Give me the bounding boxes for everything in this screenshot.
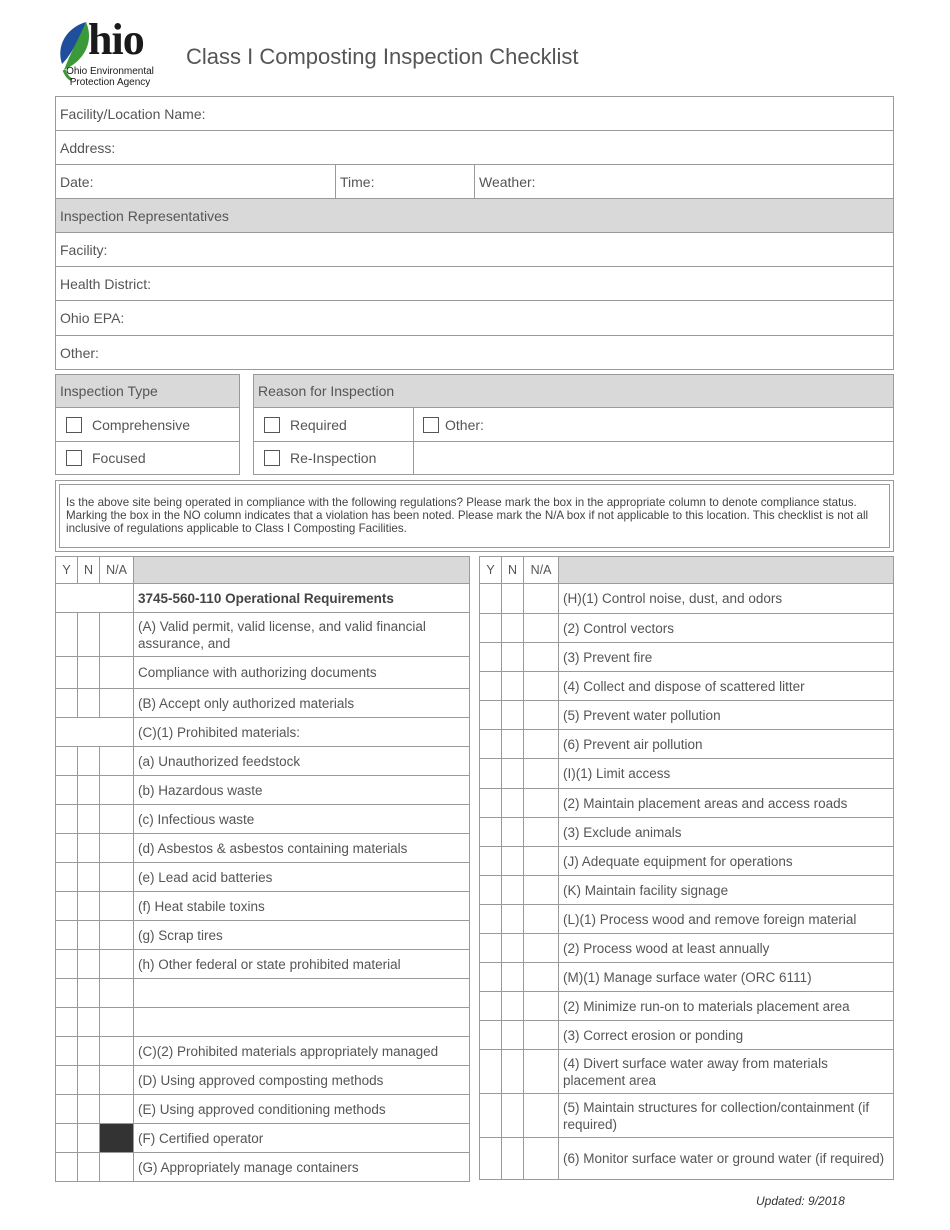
address-field[interactable] xyxy=(55,130,894,165)
item-label: (J) Adequate equipment for operations xyxy=(559,847,894,876)
table-row xyxy=(480,992,894,1021)
n-checkbox-cell[interactable] xyxy=(78,1008,100,1037)
n-checkbox-cell[interactable] xyxy=(502,992,524,1021)
na-checkbox-cell[interactable] xyxy=(524,1050,559,1094)
y-checkbox-cell[interactable] xyxy=(480,1138,502,1180)
item-label: (5) Prevent water pollution xyxy=(559,701,894,730)
na-checkbox-cell[interactable] xyxy=(100,805,134,834)
item-label: Compliance with authorizing documents xyxy=(134,657,470,689)
table-row xyxy=(480,759,894,789)
na-checkbox-cell[interactable] xyxy=(524,963,559,992)
table-row xyxy=(480,818,894,847)
item-label: (a) Unauthorized feedstock xyxy=(134,747,470,776)
time-label: Time: xyxy=(340,173,375,190)
facility-name-field[interactable] xyxy=(55,96,894,131)
updated-date: Updated: 9/2018 xyxy=(756,1194,845,1208)
table-row xyxy=(480,730,894,759)
item-label: (G) Appropriately manage containers xyxy=(134,1153,470,1182)
na-checkbox-cell[interactable] xyxy=(524,643,559,672)
table-row xyxy=(56,1124,470,1153)
blank-item-cell[interactable] xyxy=(134,1008,470,1037)
n-checkbox-cell[interactable] xyxy=(502,847,524,876)
na-checkbox-cell[interactable] xyxy=(100,1153,134,1182)
na-checkbox-cell[interactable] xyxy=(100,747,134,776)
y-checkbox-cell[interactable] xyxy=(56,1037,78,1066)
n-checkbox-cell[interactable] xyxy=(78,1124,100,1153)
right-checklist-table xyxy=(479,556,894,1180)
y-checkbox-cell[interactable] xyxy=(56,1153,78,1182)
y-checkbox-cell[interactable] xyxy=(480,847,502,876)
item-label: (4) Divert surface water away from materials placement area xyxy=(559,1050,894,1094)
n-checkbox-cell[interactable] xyxy=(502,934,524,963)
table-row xyxy=(56,776,470,805)
item-label: (C)(2) Prohibited materials appropriately managed xyxy=(134,1037,470,1066)
y-checkbox-cell[interactable] xyxy=(56,863,78,892)
n-checkbox-cell[interactable] xyxy=(78,747,100,776)
na-checkbox-cell[interactable] xyxy=(100,689,134,718)
y-checkbox-cell[interactable] xyxy=(56,834,78,863)
y-checkbox-cell[interactable] xyxy=(480,643,502,672)
n-checkbox-cell[interactable] xyxy=(78,921,100,950)
agency-name: Ohio Environmental Protection Agency xyxy=(66,66,154,88)
section-blank-cell xyxy=(56,584,134,613)
col-y-header: Y xyxy=(480,557,502,584)
na-checkbox-cell[interactable] xyxy=(100,950,134,979)
na-checkbox-cell[interactable] xyxy=(524,789,559,818)
rep-other-field[interactable] xyxy=(55,335,894,370)
na-checkbox-cell[interactable] xyxy=(524,584,559,614)
na-checkbox-cell[interactable] xyxy=(100,657,134,689)
focused-label: Focused xyxy=(92,450,146,466)
n-checkbox-cell[interactable] xyxy=(78,657,100,689)
table-row xyxy=(480,643,894,672)
na-checkbox-cell[interactable] xyxy=(524,1138,559,1180)
item-label: (I)(1) Limit access xyxy=(559,759,894,789)
n-checkbox-cell[interactable] xyxy=(502,730,524,759)
y-checkbox-cell[interactable] xyxy=(480,1094,502,1138)
na-checkbox-cell[interactable] xyxy=(100,776,134,805)
focused-option[interactable] xyxy=(55,441,240,475)
table-row xyxy=(480,701,894,730)
time-field[interactable] xyxy=(335,164,475,199)
n-checkbox-cell[interactable] xyxy=(78,1095,100,1124)
table-row xyxy=(56,657,470,689)
n-checkbox-cell[interactable] xyxy=(502,963,524,992)
table-row xyxy=(480,584,894,614)
inspection-representatives-header xyxy=(55,198,894,233)
n-checkbox-cell[interactable] xyxy=(502,672,524,701)
y-checkbox-cell[interactable] xyxy=(56,613,78,657)
page-title: Class I Composting Inspection Checklist xyxy=(186,44,579,69)
table-row xyxy=(56,921,470,950)
n-checkbox-cell[interactable] xyxy=(502,818,524,847)
na-checkbox-cell[interactable] xyxy=(100,863,134,892)
y-checkbox-cell[interactable] xyxy=(480,789,502,818)
n-checkbox-cell[interactable] xyxy=(502,789,524,818)
table-row xyxy=(480,1050,894,1094)
y-checkbox-cell[interactable] xyxy=(480,614,502,643)
rep-ohio-epa-field[interactable] xyxy=(55,300,894,336)
n-checkbox-cell[interactable] xyxy=(502,1094,524,1138)
instructions-box xyxy=(55,480,894,552)
n-checkbox-cell[interactable] xyxy=(78,1037,100,1066)
na-disabled-cell xyxy=(100,1124,134,1153)
rep-health-district-field[interactable] xyxy=(55,266,894,301)
comprehensive-option[interactable] xyxy=(55,407,240,442)
reason-heading: Reason for Inspection xyxy=(258,383,395,399)
na-checkbox-cell[interactable] xyxy=(524,759,559,789)
item-label: (2) Maintain placement areas and access roads xyxy=(559,789,894,818)
na-checkbox-cell[interactable] xyxy=(524,672,559,701)
reinspection-label: Re-Inspection xyxy=(290,450,377,466)
rep-other-label: Other: xyxy=(60,344,99,361)
item-label: (2) Process wood at least annually xyxy=(559,934,894,963)
description-header xyxy=(134,557,470,584)
y-checkbox-cell[interactable] xyxy=(480,701,502,730)
na-checkbox-cell[interactable] xyxy=(100,1037,134,1066)
na-checkbox-cell[interactable] xyxy=(524,847,559,876)
n-checkbox-cell[interactable] xyxy=(502,584,524,614)
required-option[interactable] xyxy=(253,407,414,442)
n-checkbox-cell[interactable] xyxy=(502,614,524,643)
facility-name-label: Facility/Location Name: xyxy=(60,105,206,122)
na-checkbox-cell[interactable] xyxy=(524,876,559,905)
table-row xyxy=(56,834,470,863)
n-checkbox-cell[interactable] xyxy=(78,613,100,657)
item-label: (b) Hazardous waste xyxy=(134,776,470,805)
y-checkbox-cell[interactable] xyxy=(480,905,502,934)
na-checkbox-cell[interactable] xyxy=(524,614,559,643)
item-label: (h) Other federal or state prohibited material xyxy=(134,950,470,979)
y-checkbox-cell[interactable] xyxy=(56,1066,78,1095)
reinspection-checkbox[interactable] xyxy=(264,450,280,466)
n-checkbox-cell[interactable] xyxy=(78,892,100,921)
y-checkbox-cell[interactable] xyxy=(56,657,78,689)
na-checkbox-cell[interactable] xyxy=(100,892,134,921)
table-row xyxy=(480,789,894,818)
na-checkbox-cell[interactable] xyxy=(524,818,559,847)
table-row xyxy=(480,672,894,701)
table-row xyxy=(480,905,894,934)
n-checkbox-cell[interactable] xyxy=(78,1066,100,1095)
reinspection-option[interactable] xyxy=(253,441,414,475)
y-checkbox-cell[interactable] xyxy=(480,876,502,905)
rep-ohio-epa-label: Ohio EPA: xyxy=(60,310,125,326)
representatives-heading: Inspection Representatives xyxy=(60,207,229,224)
col-n-header: N xyxy=(78,557,100,584)
inspection-type-header xyxy=(55,374,240,408)
section-title: 3745-560-110 Operational Requirements xyxy=(134,584,470,613)
y-checkbox-cell[interactable] xyxy=(480,730,502,759)
n-checkbox-cell[interactable] xyxy=(502,1021,524,1050)
item-label: (3) Correct erosion or ponding xyxy=(559,1021,894,1050)
y-checkbox-cell[interactable] xyxy=(480,584,502,614)
table-row xyxy=(56,1037,470,1066)
table-row xyxy=(480,876,894,905)
date-label: Date: xyxy=(60,173,94,190)
table-row xyxy=(480,1138,894,1180)
left-header-row xyxy=(56,557,470,584)
ohio-epa-logo xyxy=(56,15,156,90)
item-label: (3) Exclude animals xyxy=(559,818,894,847)
table-row xyxy=(56,805,470,834)
na-checkbox-cell[interactable] xyxy=(100,1008,134,1037)
item-label: (H)(1) Control noise, dust, and odors xyxy=(559,584,894,614)
n-checkbox-cell[interactable] xyxy=(78,776,100,805)
instructions-text: Is the above site being operated in compliance with the following regulations? Please mark the box in the appropriate column to denote compliance status. Marking the box in the NO column indicates that a violation has been noted. Please mark the N/A box if not applicable to this location. This checklist is not all inclusive of regulations applicable to Class I Composting Facilities. xyxy=(59,484,890,548)
na-checkbox-cell[interactable] xyxy=(100,834,134,863)
weather-label: Weather: xyxy=(479,173,536,190)
required-checkbox[interactable] xyxy=(264,417,280,433)
item-label: (c) Infectious waste xyxy=(134,805,470,834)
other-reason-option[interactable] xyxy=(413,407,894,442)
col-y-header: Y xyxy=(56,557,78,584)
y-checkbox-cell[interactable] xyxy=(480,934,502,963)
n-checkbox-cell[interactable] xyxy=(502,905,524,934)
n-checkbox-cell[interactable] xyxy=(78,1153,100,1182)
table-row xyxy=(480,934,894,963)
table-row xyxy=(56,718,470,747)
na-checkbox-cell[interactable] xyxy=(524,905,559,934)
col-n-header: N xyxy=(502,557,524,584)
subsection-blank-cell xyxy=(56,718,134,747)
y-checkbox-cell[interactable] xyxy=(56,1124,78,1153)
description-header xyxy=(559,557,894,584)
n-checkbox-cell[interactable] xyxy=(502,701,524,730)
y-checkbox-cell[interactable] xyxy=(56,1008,78,1037)
y-checkbox-cell[interactable] xyxy=(480,672,502,701)
na-checkbox-cell[interactable] xyxy=(524,992,559,1021)
item-label: (A) Valid permit, valid license, and valid financial assurance, and xyxy=(134,613,470,657)
na-checkbox-cell[interactable] xyxy=(524,934,559,963)
y-checkbox-cell[interactable] xyxy=(480,963,502,992)
item-label: (K) Maintain facility signage xyxy=(559,876,894,905)
item-label: (4) Collect and dispose of scattered litter xyxy=(559,672,894,701)
na-checkbox-cell[interactable] xyxy=(100,921,134,950)
item-label: (5) Maintain structures for collection/containment (if required) xyxy=(559,1094,894,1138)
item-label: (f) Heat stabile toxins xyxy=(134,892,470,921)
focused-checkbox[interactable] xyxy=(66,450,82,466)
other-reason-blank[interactable] xyxy=(413,441,894,475)
table-row xyxy=(56,979,470,1008)
na-checkbox-cell[interactable] xyxy=(100,979,134,1008)
y-checkbox-cell[interactable] xyxy=(480,992,502,1021)
other-reason-label: Other: xyxy=(445,416,484,433)
item-label: (2) Minimize run-on to materials placement area xyxy=(559,992,894,1021)
na-checkbox-cell[interactable] xyxy=(524,1021,559,1050)
na-checkbox-cell[interactable] xyxy=(524,701,559,730)
rep-facility-label: Facility: xyxy=(60,241,108,258)
y-checkbox-cell[interactable] xyxy=(56,921,78,950)
table-row xyxy=(480,847,894,876)
item-label: (2) Control vectors xyxy=(559,614,894,643)
y-checkbox-cell[interactable] xyxy=(56,805,78,834)
y-checkbox-cell[interactable] xyxy=(56,892,78,921)
na-checkbox-cell[interactable] xyxy=(100,1066,134,1095)
col-na-header: N/A xyxy=(100,557,134,584)
y-checkbox-cell[interactable] xyxy=(56,950,78,979)
table-row xyxy=(56,613,470,657)
item-label: (F) Certified operator xyxy=(134,1124,470,1153)
logo-wordmark: hio xyxy=(88,15,144,64)
left-checklist-table xyxy=(55,556,470,1182)
y-checkbox-cell[interactable] xyxy=(480,759,502,789)
item-label: (6) Monitor surface water or ground water (if required) xyxy=(559,1138,894,1180)
n-checkbox-cell[interactable] xyxy=(78,805,100,834)
item-label: (L)(1) Process wood and remove foreign material xyxy=(559,905,894,934)
n-checkbox-cell[interactable] xyxy=(78,979,100,1008)
y-checkbox-cell[interactable] xyxy=(56,776,78,805)
item-label: (6) Prevent air pollution xyxy=(559,730,894,759)
table-row xyxy=(56,1066,470,1095)
y-checkbox-cell[interactable] xyxy=(480,818,502,847)
na-checkbox-cell[interactable] xyxy=(524,730,559,759)
na-checkbox-cell[interactable] xyxy=(524,1094,559,1138)
na-checkbox-cell[interactable] xyxy=(100,1095,134,1124)
table-row xyxy=(56,1095,470,1124)
table-row xyxy=(56,584,470,613)
y-checkbox-cell[interactable] xyxy=(480,1021,502,1050)
y-checkbox-cell[interactable] xyxy=(480,1050,502,1094)
n-checkbox-cell[interactable] xyxy=(502,1138,524,1180)
reason-header xyxy=(253,374,894,408)
table-row xyxy=(56,892,470,921)
item-label: (E) Using approved conditioning methods xyxy=(134,1095,470,1124)
table-row xyxy=(56,1008,470,1037)
table-row xyxy=(56,689,470,718)
rep-health-district-label: Health District: xyxy=(60,275,152,292)
required-label: Required xyxy=(290,416,347,433)
table-row xyxy=(56,950,470,979)
n-checkbox-cell[interactable] xyxy=(78,950,100,979)
item-label: (d) Asbestos & asbestos containing materials xyxy=(134,834,470,863)
col-na-header: N/A xyxy=(524,557,559,584)
date-field[interactable] xyxy=(55,164,336,199)
table-row xyxy=(480,1094,894,1138)
table-row xyxy=(56,1153,470,1182)
rep-facility-field[interactable] xyxy=(55,232,894,267)
table-row xyxy=(56,747,470,776)
n-checkbox-cell[interactable] xyxy=(78,834,100,863)
y-checkbox-cell[interactable] xyxy=(56,747,78,776)
item-label: (g) Scrap tires xyxy=(134,921,470,950)
n-checkbox-cell[interactable] xyxy=(78,689,100,718)
item-label: (3) Prevent fire xyxy=(559,643,894,672)
weather-field[interactable] xyxy=(474,164,894,199)
item-label: (e) Lead acid batteries xyxy=(134,863,470,892)
table-row xyxy=(56,863,470,892)
y-checkbox-cell[interactable] xyxy=(56,689,78,718)
n-checkbox-cell[interactable] xyxy=(502,759,524,789)
n-checkbox-cell[interactable] xyxy=(502,643,524,672)
comprehensive-label: Comprehensive xyxy=(92,416,191,433)
right-header-row xyxy=(480,557,894,584)
item-label: (B) Accept only authorized materials xyxy=(134,689,470,718)
blank-item-cell[interactable] xyxy=(134,979,470,1008)
n-checkbox-cell[interactable] xyxy=(502,1050,524,1094)
item-label: (D) Using approved composting methods xyxy=(134,1066,470,1095)
n-checkbox-cell[interactable] xyxy=(78,863,100,892)
table-row xyxy=(480,963,894,992)
inspection-type-heading: Inspection Type xyxy=(60,383,158,399)
other-reason-checkbox[interactable] xyxy=(423,417,439,433)
na-checkbox-cell[interactable] xyxy=(100,613,134,657)
table-row xyxy=(480,1021,894,1050)
y-checkbox-cell[interactable] xyxy=(56,1095,78,1124)
n-checkbox-cell[interactable] xyxy=(502,876,524,905)
y-checkbox-cell[interactable] xyxy=(56,979,78,1008)
item-label: (C)(1) Prohibited materials: xyxy=(134,718,470,747)
comprehensive-checkbox[interactable] xyxy=(66,417,82,433)
table-row xyxy=(480,614,894,643)
address-label: Address: xyxy=(60,139,116,156)
item-label: (M)(1) Manage surface water (ORC 6111) xyxy=(559,963,894,992)
